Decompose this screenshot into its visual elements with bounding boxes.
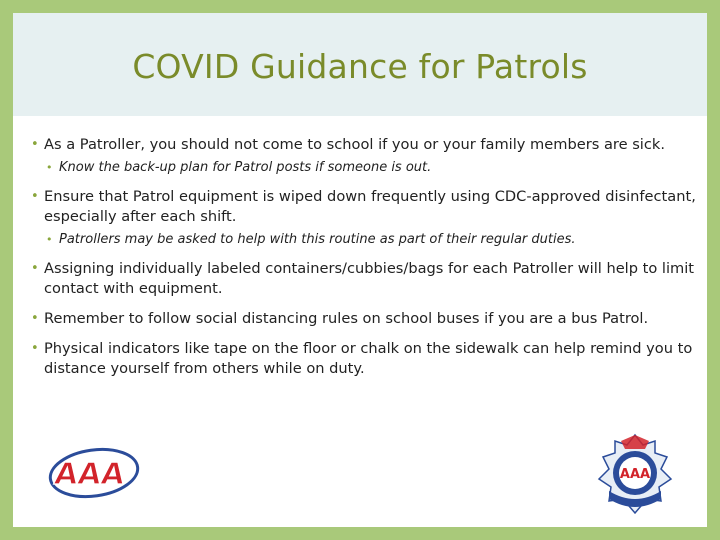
bullet-list: [31, 135, 697, 383]
slide: [13, 13, 707, 527]
bullet-icon: •: [31, 311, 39, 326]
bullet-text: Remember to follow social distancing rules on school buses if you are a bus Patrol.: [44, 310, 649, 327]
bullet-item: [31, 259, 697, 299]
bullet-icon: •: [31, 261, 39, 276]
bullet-item: [31, 135, 697, 155]
bullet-item: [31, 339, 697, 379]
bullet-icon: •: [31, 341, 39, 356]
bullet-icon: •: [31, 189, 39, 204]
bullet-icon: •: [31, 137, 39, 152]
aaa-logo-icon: [46, 443, 146, 501]
bullet-text: Assigning individually labeled containers/cubbies/bags for each Patroller will help to limit contact with equipment.: [44, 260, 695, 297]
aaa-logo-text: AAA: [52, 457, 127, 492]
bullet-text: Ensure that Patrol equipment is wiped down frequently using CDC-approved disinfectant, especially after each shift.: [44, 188, 696, 225]
badge-top-band: [621, 435, 649, 449]
bullet-item: [31, 309, 697, 329]
bullet-icon: •: [46, 233, 53, 246]
bullet-text: Physical indicators like tape on the floor or chalk on the sidewalk can help remind you to distance yourself from others while on duty.: [44, 340, 693, 377]
sub-bullet-item: [31, 159, 697, 177]
slide-title: COVID Guidance for Patrols: [132, 47, 588, 86]
sub-bullet-text: Know the back-up plan for Patrol posts if someone is out.: [59, 160, 432, 175]
bullet-item: [31, 187, 697, 227]
sub-bullet-item: [31, 231, 697, 249]
badge-aaa-text: AAA: [619, 467, 651, 482]
bullet-icon: •: [46, 161, 53, 174]
title-band: [13, 13, 707, 116]
school-safety-patrol-100th-anniversary-badge-icon: [595, 433, 675, 517]
bullet-text: As a Patroller, you should not come to school if you or your family members are sick.: [44, 136, 665, 153]
sub-bullet-text: Patrollers may be asked to help with this routine as part of their regular duties.: [59, 232, 576, 247]
